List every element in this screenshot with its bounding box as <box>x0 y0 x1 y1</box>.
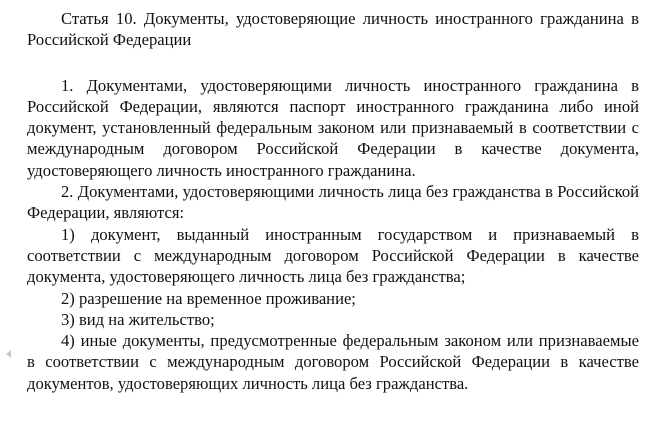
paragraph-2: 2. Документами, удостоверяющими личность лица без гражданства в Российской Федерации, являются: <box>27 182 639 223</box>
list-item-4: 4) иные документы, предусмотренные федеральным законом или признаваемые в соответствии с международным договором Российской Федерации в качестве документов, удостоверяющих личность лица без гражданства. <box>27 331 639 393</box>
paragraph-1: 1. Документами, удостоверяющими личность иностранного гражданина в Российской Федерации, являются паспорт иностранного гражданина либо иной документ, установленный федеральным законом или признаваемый в соответствии с международным договором Российской Федерации в качестве документа, удостоверяющего личность иностранного гражданина. <box>27 75 639 180</box>
list-item-1: 1) документ, выданный иностранным государством и признаваемый в соответствии с международным договором Российской Федерации в качестве документа, удостоверяющего личность лица без гражданства; <box>27 224 639 287</box>
article-title: Статья 10. Документы, удостоверяющие личность иностранного гражданина в Российской Федерации <box>27 9 639 50</box>
margin-arrow-icon <box>6 350 11 358</box>
document-page <box>27 8 639 394</box>
list-item-3: 3) вид на жительство; <box>61 309 215 329</box>
list-item-2: 2) разрешение на временное проживание; <box>61 288 356 308</box>
